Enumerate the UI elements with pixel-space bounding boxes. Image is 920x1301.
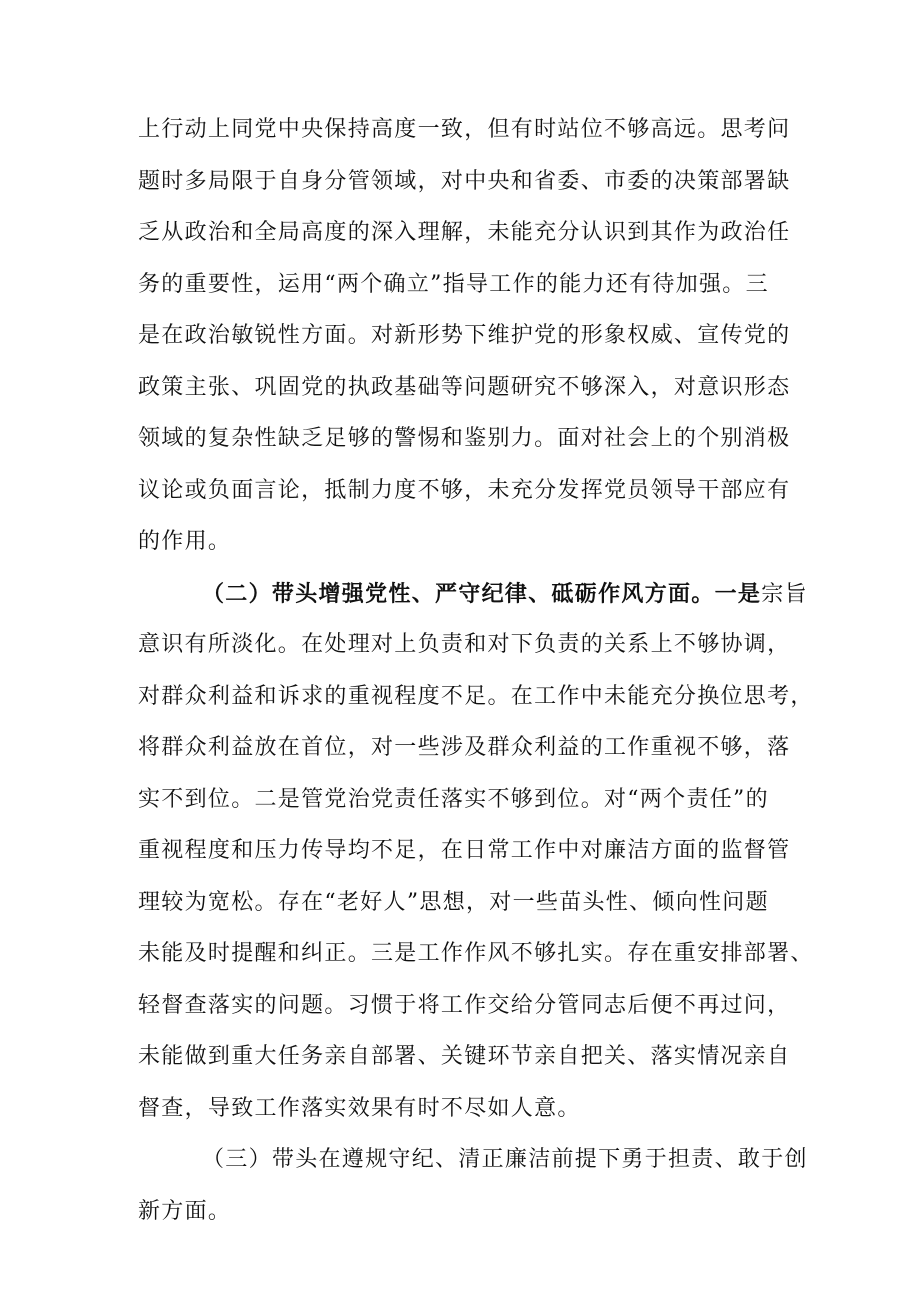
text-fragment: 宗旨 [761, 582, 808, 607]
text-line: 的作用。 [138, 529, 232, 554]
section-heading: （二）带头增强党性、严守纪律、砥砺作风方面。 [202, 581, 715, 607]
text-line: 未能做到重大任务亲自部署、关键环节亲自把关、落实情况亲自 [138, 1044, 791, 1069]
text-line: 议论或负面言论，抵制力度不够，未充分发挥党员领导干部应有 [138, 478, 791, 503]
text-line: 对群众利益和诉求的重视程度不足。在工作中未能充分换位思考， [138, 684, 814, 709]
text-line: 题时多局限于自身分管领域，对中央和省委、市委的决策部署缺 [138, 169, 791, 194]
text-line: 乏从政治和全局高度的深入理解，未能充分认识到其作为政治任 [138, 220, 791, 245]
text-line: 督查，导致工作落实效果有时不尽如人意。 [138, 1096, 581, 1121]
text-line: 领域的复杂性缺乏足够的警惕和鉴别力。面对社会上的个别消极 [138, 426, 791, 451]
text-line: 政策主张、巩固党的执政基础等问题研究不够深入，对意识形态 [138, 375, 791, 400]
section-heading-line [202, 574, 808, 614]
text-line: 未能及时提醒和纠正。三是工作作风不够扎实。存在重安排部署、 [138, 941, 814, 966]
lead-marker: 一是 [714, 581, 762, 607]
text-line: 上行动上同党中央保持高度一致，但有时站位不够高远。思考问 [138, 117, 791, 142]
text-line: 轻督查落实的问题。习惯于将工作交给分管同志后便不再过问， [138, 993, 791, 1018]
text-line: 实不到位。二是管党治党责任落实不够到位。对“两个责任”的 [138, 787, 769, 812]
text-line: 将群众利益放在首位，对一些涉及群众利益的工作重视不够，落 [138, 735, 791, 760]
text-line: 理较为宽松。存在“老好人”思想，对一些苗头性、倾向性问题 [138, 890, 769, 915]
section-heading-line: （三）带头在遵规守纪、清正廉洁前提下勇于担责、敢于创 [202, 1147, 808, 1172]
text-line: 意识有所淡化。在处理对上负责和对下负责的关系上不够协调， [138, 632, 791, 657]
text-line: 是在政治敏锐性方面。对新形势下维护党的形象权威、宣传党的 [138, 323, 791, 348]
text-line: 务的重要性，运用“两个确立”指导工作的能力还有待加强。三 [138, 272, 769, 297]
text-line: 重视程度和压力传导均不足，在日常工作中对廉洁方面的监督管 [138, 838, 791, 863]
text-line: 新方面。 [138, 1199, 232, 1224]
